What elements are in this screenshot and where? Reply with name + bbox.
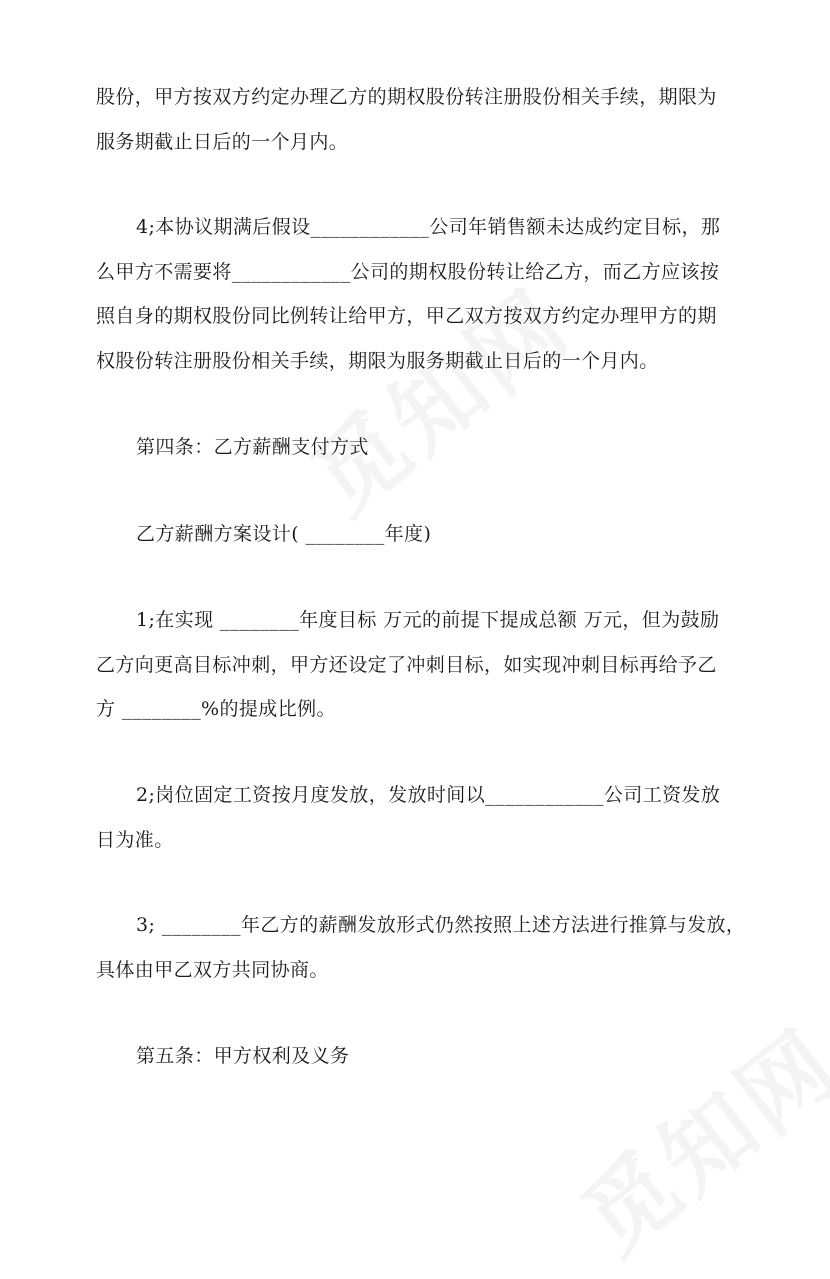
paragraph-line: 4;本协议期满后假设____________公司年销售额未达成约定目标，那 [136, 216, 721, 238]
paragraph-line: 么甲方不需要将____________公司的期权股份转让给乙方，而乙方应该按 [96, 261, 720, 283]
watermark [281, 253, 594, 538]
section-heading: 第五条：甲方权利及义务 [136, 1045, 350, 1067]
watermark [551, 993, 830, 1278]
paragraph-line: 权股份转注册股份相关手续，期限为服务期截止日后的一个月内。 [96, 350, 659, 372]
paragraph-line: 方 ________%的提成比例。 [96, 698, 336, 720]
paragraph-line: 日为准。 [96, 829, 174, 851]
paragraph-line: 照自身的期权股份同比例转让给甲方，甲乙双方按双方约定办理甲方的期 [96, 305, 717, 327]
paragraph-line: 股份，甲方按双方约定办理乙方的期权股份转注册股份相关手续，期限为 [96, 86, 717, 108]
paragraph-line: 乙方向更高目标冲刺，甲方还设定了冲刺目标，如实现冲刺目标再给予乙 [96, 654, 717, 676]
paragraph-line: 服务期截止日后的一个月内。 [96, 131, 349, 153]
paragraph-line: 3; ________年乙方的薪酬发放形式仍然按照上述方法进行推算与发放， [136, 914, 746, 936]
paragraph-line: 具体由甲乙双方共同协商。 [96, 959, 329, 981]
section-heading: 第四条：乙方薪酬支付方式 [136, 436, 369, 458]
paragraph-line: 乙方薪酬方案设计( ________年度) [136, 523, 432, 545]
paragraph-line: 1;在实现 ________年度目标 万元的前提下提成总额 万元，但为鼓励 [136, 609, 720, 631]
paragraph-line: 2;岗位固定工资按月度发放，发放时间以____________公司工资发放 [136, 784, 721, 806]
